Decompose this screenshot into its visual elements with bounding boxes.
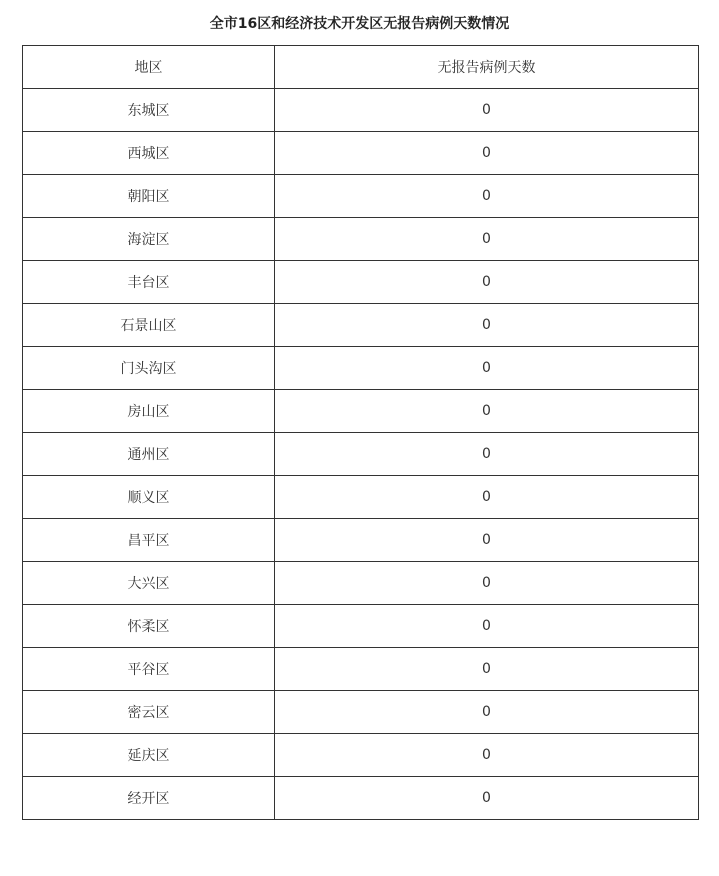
days-cell: 0	[275, 261, 699, 304]
column-header-days: 无报告病例天数	[275, 46, 699, 89]
table-row	[23, 175, 699, 218]
table-header-row	[23, 46, 699, 89]
region-cell: 通州区	[23, 433, 275, 476]
days-cell: 0	[275, 390, 699, 433]
region-cell: 朝阳区	[23, 175, 275, 218]
table-row	[23, 390, 699, 433]
days-cell: 0	[275, 648, 699, 691]
days-cell: 0	[275, 433, 699, 476]
table-row	[23, 304, 699, 347]
days-cell: 0	[275, 562, 699, 605]
region-cell: 门头沟区	[23, 347, 275, 390]
region-cell: 西城区	[23, 132, 275, 175]
region-cell: 怀柔区	[23, 605, 275, 648]
table-row	[23, 605, 699, 648]
days-cell: 0	[275, 175, 699, 218]
region-cell: 昌平区	[23, 519, 275, 562]
region-cell: 顺义区	[23, 476, 275, 519]
table-row	[23, 476, 699, 519]
table-row	[23, 261, 699, 304]
table-row	[23, 218, 699, 261]
region-cell: 丰台区	[23, 261, 275, 304]
days-cell: 0	[275, 734, 699, 777]
days-cell: 0	[275, 519, 699, 562]
days-cell: 0	[275, 304, 699, 347]
region-cell: 大兴区	[23, 562, 275, 605]
region-cell: 东城区	[23, 89, 275, 132]
column-header-region: 地区	[23, 46, 275, 89]
table-row	[23, 519, 699, 562]
table-row	[23, 433, 699, 476]
days-cell: 0	[275, 605, 699, 648]
table-title: 全市16区和经济技术开发区无报告病例天数情况	[209, 16, 510, 32]
region-cell: 平谷区	[23, 648, 275, 691]
table-row	[23, 132, 699, 175]
region-cell: 延庆区	[23, 734, 275, 777]
days-cell: 0	[275, 347, 699, 390]
days-cell: 0	[275, 132, 699, 175]
region-cell: 密云区	[23, 691, 275, 734]
days-cell: 0	[275, 218, 699, 261]
region-cell: 海淀区	[23, 218, 275, 261]
days-cell: 0	[275, 691, 699, 734]
region-cell: 石景山区	[23, 304, 275, 347]
table-row	[23, 691, 699, 734]
days-cell: 0	[275, 777, 699, 820]
days-cell: 0	[275, 89, 699, 132]
table-row	[23, 648, 699, 691]
days-cell: 0	[275, 476, 699, 519]
region-cell: 经开区	[23, 777, 275, 820]
table-row	[23, 347, 699, 390]
table-row	[23, 734, 699, 777]
table-body	[23, 89, 699, 820]
table-row	[23, 562, 699, 605]
table-row	[23, 777, 699, 820]
table-row	[23, 89, 699, 132]
region-cell: 房山区	[23, 390, 275, 433]
no-case-days-table	[22, 45, 699, 820]
